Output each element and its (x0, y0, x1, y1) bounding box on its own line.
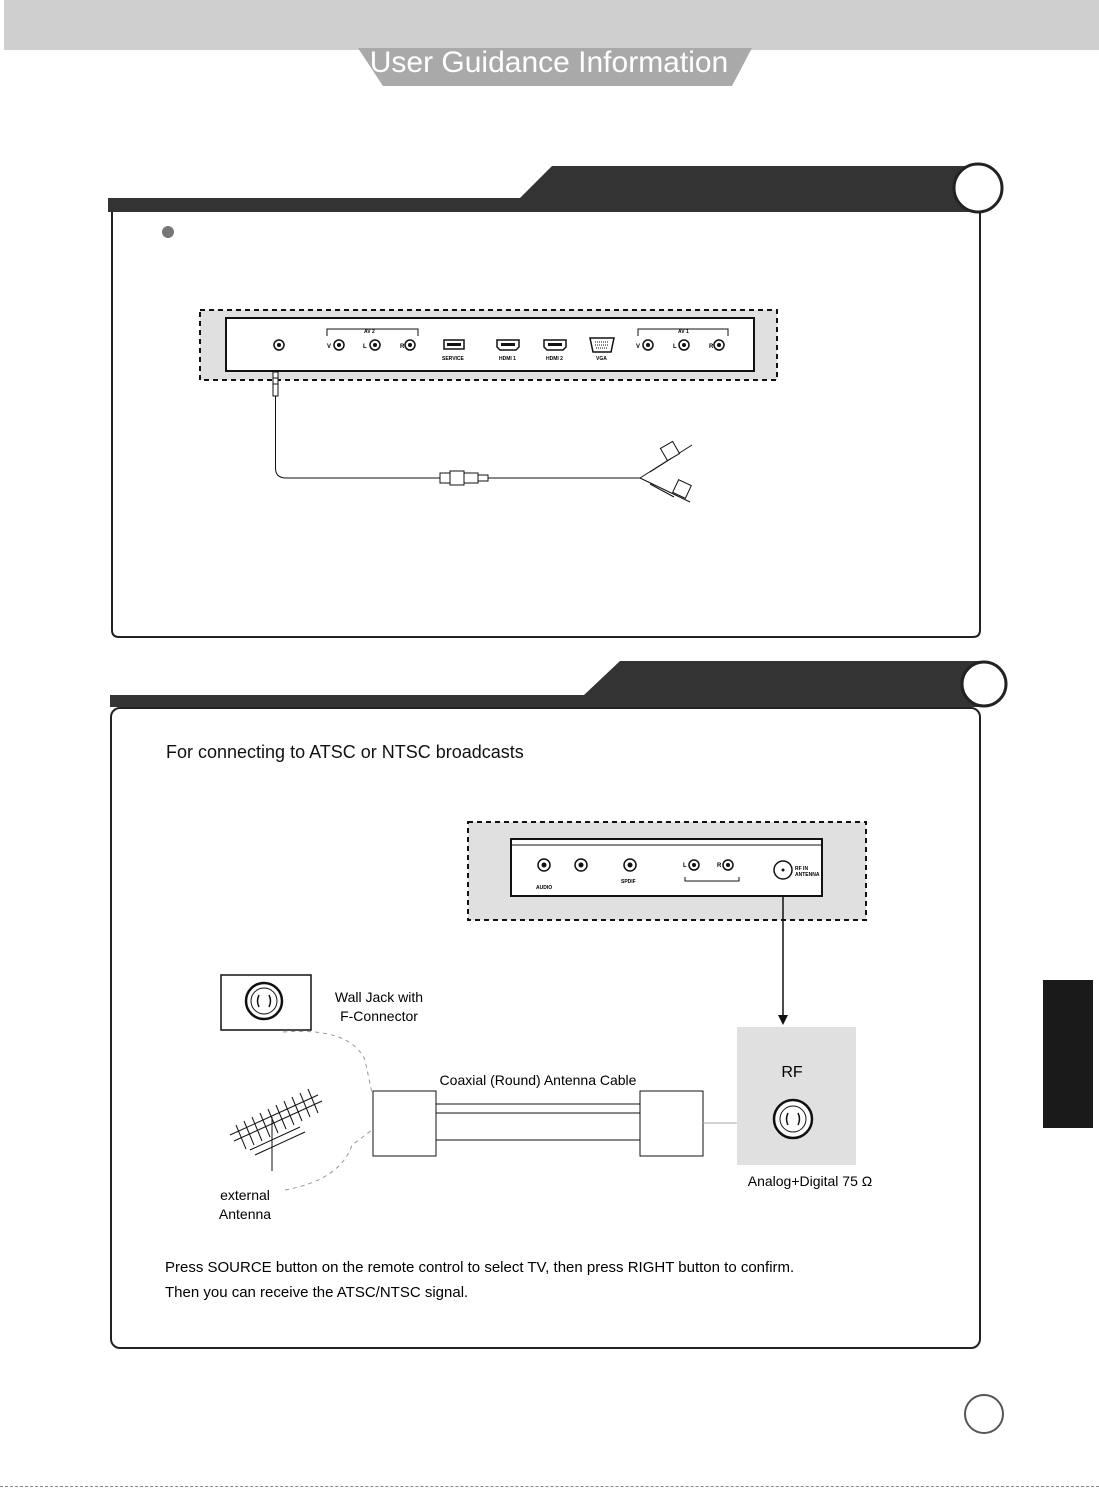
antenna-label-line2: Antenna (218, 1206, 272, 1222)
section2-header-bar (110, 661, 985, 707)
header-banner (0, 0, 1099, 90)
av1-r-label: R (709, 344, 714, 350)
section1-bullet (162, 226, 174, 238)
page-number-circle (964, 1394, 1004, 1434)
section1-number-circle (954, 164, 1002, 212)
antenna-icon (230, 1089, 322, 1171)
side-l-label: L (683, 863, 687, 869)
side-r-label: R (717, 863, 722, 869)
section2-number-circle (962, 662, 1006, 706)
wall-jack-label-line1: Wall Jack with (334, 989, 424, 1005)
av2-v-label: V (327, 344, 332, 350)
av2-label: AV 2 (364, 329, 375, 335)
antenna-label-line1: external (220, 1187, 270, 1203)
hdmi2-label: HDMI 2 (546, 356, 563, 362)
av2-r-label: R (400, 344, 405, 350)
instruction-line1: Press SOURCE button on the remote control to select TV, then press RIGHT button to confirm. (165, 1259, 795, 1276)
rf-connector-box (737, 1027, 856, 1165)
analog-digital-label: Analog+Digital 75 Ω (747, 1173, 873, 1189)
rf-connector-icon (774, 1100, 812, 1138)
av2-l-label: L (363, 344, 367, 350)
instruction-line2: Then you can receive the ATSC/NTSC signal. (165, 1284, 469, 1301)
hdmi1-label: HDMI 1 (499, 356, 516, 362)
section1 (0, 150, 1099, 650)
audio-label: AUDIO (536, 885, 553, 891)
section2 (0, 655, 1099, 1355)
adapter-cable (273, 372, 692, 502)
av1-label: AV 1 (678, 329, 689, 335)
av1-v-label: V (636, 344, 641, 350)
vga-label: VGA (596, 356, 607, 362)
section1-frame (112, 212, 980, 637)
av1-l-label: L (673, 344, 677, 350)
chapter-tab (1043, 980, 1093, 1128)
section2-intro: For connecting to ATSC or NTSC broadcasts (166, 742, 524, 762)
cable-label: Coaxial (Round) Antenna Cable (439, 1072, 637, 1088)
bottom-dashed-line (0, 1486, 1099, 1487)
rf-label: RF (781, 1064, 803, 1081)
wall-jack-label-line2: F-Connector (340, 1008, 418, 1024)
spdif-label: SPDIF (621, 879, 636, 885)
rf-in-label: RF IN (795, 866, 809, 872)
wall-jack (221, 975, 311, 1030)
antenna-panel-label: ANTENNA (795, 872, 820, 878)
section1-header-bar (108, 166, 985, 212)
service-label: SERVICE (442, 356, 464, 362)
tv-side-panel (511, 839, 822, 896)
page-title: User Guidance Information (369, 46, 729, 79)
coaxial-cable (373, 1091, 775, 1156)
